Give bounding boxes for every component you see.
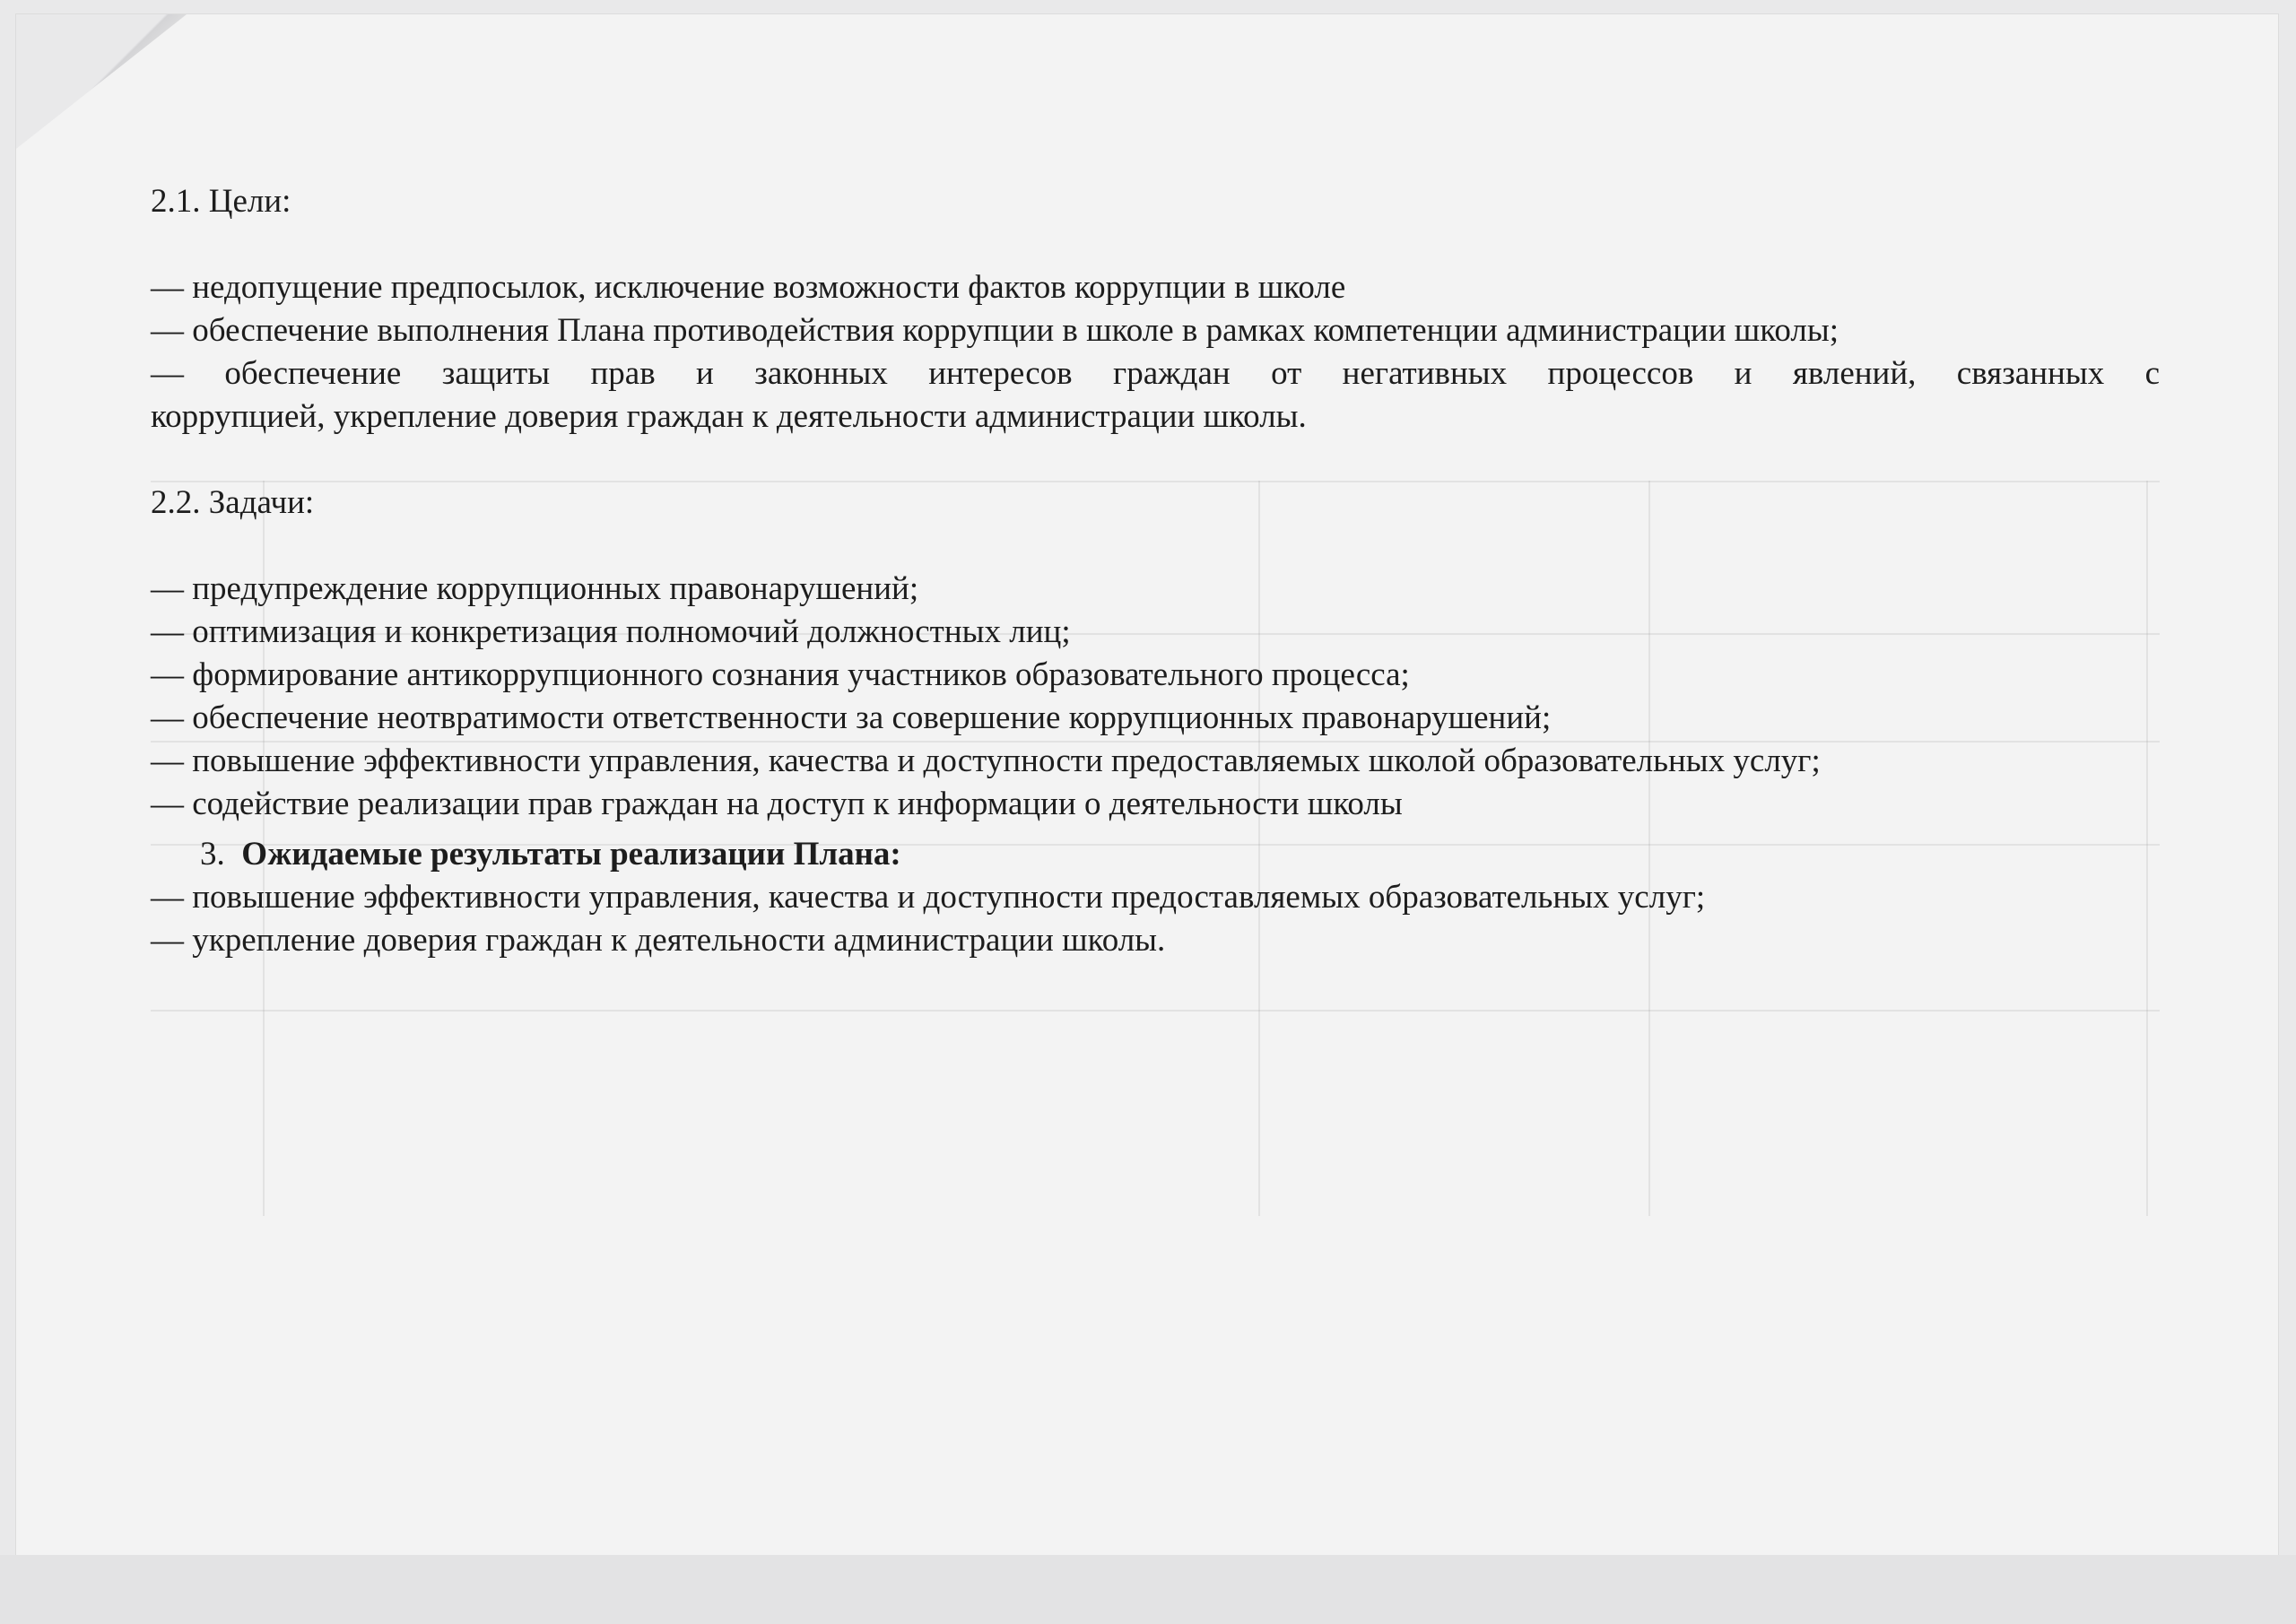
document-body — [151, 180, 2160, 962]
section-2-2-heading: 2.2. Задачи: — [151, 484, 315, 521]
goal-item: — недопущение предпосылок, исключение возможности фактов коррупции в школе — [151, 269, 1346, 306]
section-2-1-heading: 2.1. Цели: — [151, 183, 291, 220]
task-item: — повышение эффективности управления, качества и доступности предоставляемых школой образовательных услуг; — [151, 743, 1821, 779]
scanner-bottom-margin — [0, 1555, 2296, 1624]
task-item: — оптимизация и конкретизация полномочий должностных лиц; — [151, 613, 1071, 650]
document-page — [16, 14, 2278, 1555]
task-item: — обеспечение неотвратимости ответственности за совершение коррупционных правонарушений; — [151, 699, 1552, 736]
result-item: — повышение эффективности управления, качества и доступности предоставляемых образовательных услуг; — [151, 879, 1706, 916]
task-item: — содействие реализации прав граждан на доступ к информации о деятельности школы — [151, 786, 1403, 822]
folded-corner — [16, 14, 187, 149]
section-3-number: 3. — [200, 836, 225, 873]
task-item: — предупреждение коррупционных правонарушений; — [151, 570, 919, 607]
goal-item-continuation: коррупцией, укрепление доверия граждан к деятельности администрации школы. — [151, 398, 1307, 435]
goal-item: — обеспечение защиты прав и законных интересов граждан от негативных процессов и явлений, связанных с — [151, 355, 2160, 392]
section-3-heading — [151, 833, 2160, 876]
result-item: — укрепление доверия граждан к деятельности администрации школы. — [151, 922, 1166, 959]
section-3-title: Ожидаемые результаты реализации Плана: — [241, 836, 901, 873]
goal-item: — обеспечение выполнения Плана противодействия коррупции в школе в рамках компетенции администрации школы; — [151, 312, 1839, 349]
task-item: — формирование антикоррупционного сознания участников образовательного процесса; — [151, 656, 1410, 693]
